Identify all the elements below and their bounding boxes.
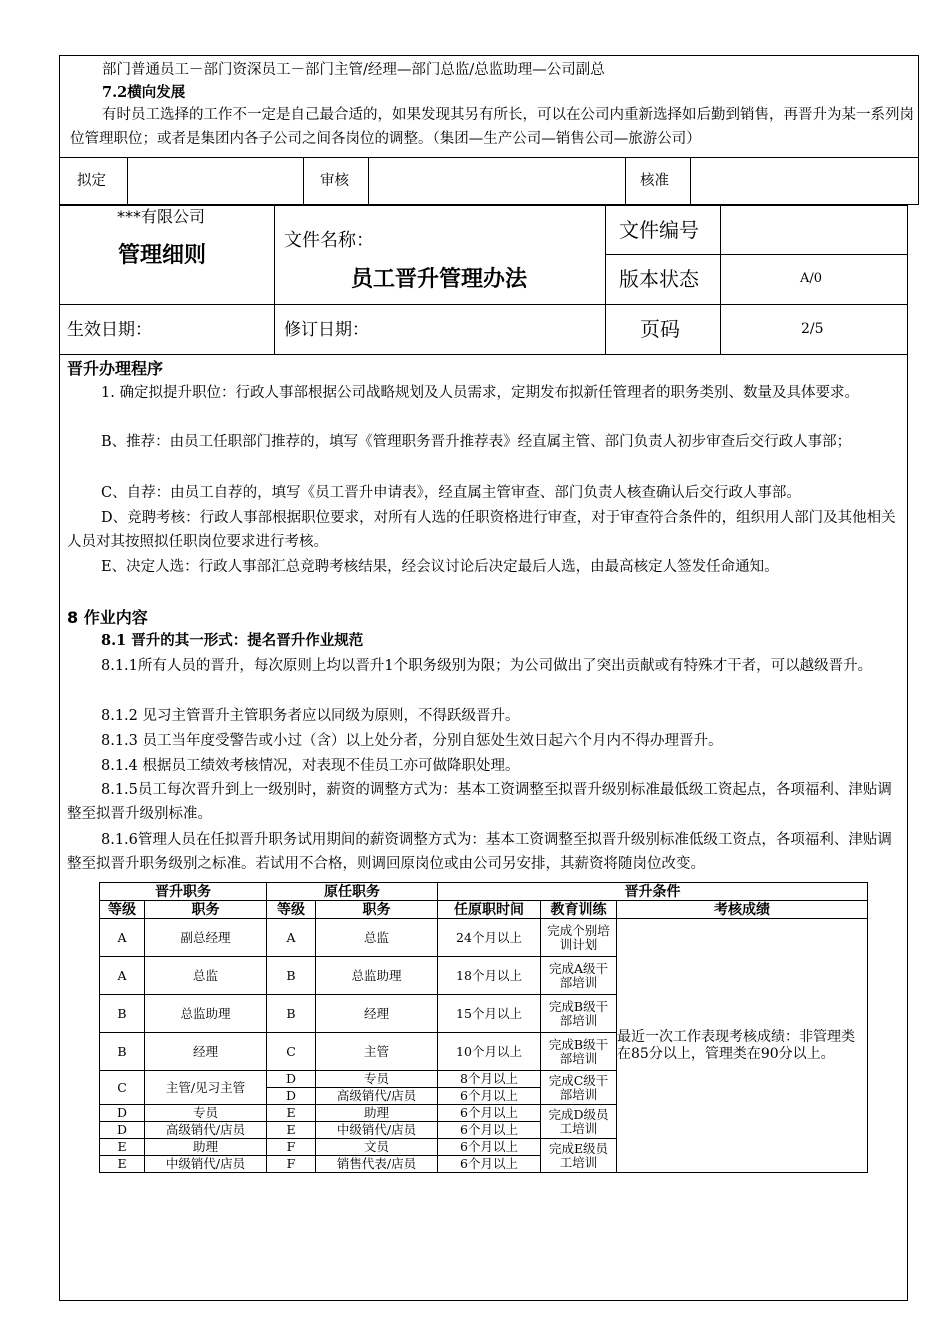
section-8-item: 8.1.6管理人员在任拟晋升职务试用期间的薪资调整方式为：基本工资调整至拟晋升级别标准低级工资点，各项福利、津贴调整至拟晋升职务级别之标准。若试用不合格，则调回原岗位或由公司另安排，其薪资将随岗位改变。: [67, 832, 892, 872]
new-post: 总监助理: [145, 995, 267, 1033]
training: 完成B级干部培训: [541, 1033, 617, 1071]
section-8-item: 8.1.2 见习主管晋升主管职务者应以同级为原则，不得跃级晋升。: [101, 708, 520, 724]
new-post: 副总经理: [145, 919, 267, 957]
new-grade: D: [100, 1122, 145, 1139]
new-post: 总监: [145, 957, 267, 995]
column-header: 教育训练: [541, 901, 617, 919]
column-header: 任原职时间: [438, 901, 541, 919]
draft-label: 拟定: [77, 173, 106, 189]
tenure: 6个月以上: [438, 1122, 541, 1139]
tenure: 24个月以上: [438, 919, 541, 957]
page-label: 页码: [640, 317, 680, 341]
old-grade: E: [267, 1122, 316, 1139]
procedure-item: 1. 确定拟提升职位：行政人事部根据公司战略规划及人员需求，定期发布拟新任管理者的职务类别、数量及具体要求。: [101, 385, 859, 401]
group-header: 原任职务: [267, 883, 438, 901]
old-grade: D: [267, 1088, 316, 1105]
company-name: ***有限公司: [117, 207, 206, 226]
procedure-item: D、竞聘考核：行政人事部根据职位要求，对所有人选的任职资格进行审查，对于审查符合条件的，组织用人部门及其他相关人员对其按照拟任职岗位要求进行考核。: [67, 510, 896, 550]
procedure-item: B、推荐：由员工任职部门推荐的，填写《管理职务晋升推荐表》经直属主管、部门负责人初步审查后交行政人事部；: [101, 434, 852, 450]
section-8-item: 8.1.4 根据员工绩效考核情况，对表现不佳员工亦可做降职处理。: [101, 758, 520, 774]
new-post: 中级销代/店员: [145, 1156, 267, 1173]
section-8-item: 8.1.5员工每次晋升到上一级别时，薪资的调整方式为：基本工资调整至拟晋升级别标准最低级工资起点，各项福利、津贴调整至拟晋升级别标准。: [67, 782, 892, 822]
group-header: 晋升条件: [438, 883, 868, 901]
old-post: 总监: [316, 919, 438, 957]
old-post: 销售代表/店员: [316, 1156, 438, 1173]
column-header: 等级: [267, 901, 316, 919]
table-row: [100, 919, 868, 957]
promotion-table: [99, 882, 868, 1173]
old-grade: F: [267, 1139, 316, 1156]
old-post: 经理: [316, 995, 438, 1033]
tenure: 6个月以上: [438, 1139, 541, 1156]
procedure-title: 晋升办理程序: [67, 359, 164, 378]
tenure: 6个月以上: [438, 1156, 541, 1173]
new-grade: C: [100, 1071, 145, 1105]
tenure: 15个月以上: [438, 995, 541, 1033]
heading-7-2: 7.2横向发展: [102, 84, 186, 101]
old-post: 助理: [316, 1105, 438, 1122]
column-header: 等级: [100, 901, 145, 919]
assessment: 最近一次工作表现考核成绩：非管理类在85分以上，管理类在90分以上。: [617, 919, 868, 1173]
tenure: 6个月以上: [438, 1105, 541, 1122]
tenure: 18个月以上: [438, 957, 541, 995]
old-grade: C: [267, 1033, 316, 1071]
new-grade: E: [100, 1156, 145, 1173]
old-grade: F: [267, 1156, 316, 1173]
file-no-label: 文件编号: [619, 218, 699, 242]
doc-type: 管理细则: [118, 242, 207, 268]
procedure-item: E、决定人选：行政人事部汇总竞聘考核结果，经会议讨论后决定最后人选，由最高核定人签发任命通知。: [101, 559, 779, 575]
new-grade: A: [100, 919, 145, 957]
training: 完成个别培训计划: [541, 919, 617, 957]
review-label: 审核: [320, 173, 349, 189]
column-header-row: [100, 901, 868, 919]
version-label: 版本状态: [619, 267, 699, 291]
approve-label: 核准: [640, 173, 669, 189]
new-post: 经理: [145, 1033, 267, 1071]
file-name-label: 文件名称：: [284, 230, 374, 251]
new-grade: B: [100, 1033, 145, 1071]
file-name: 员工晋升管理办法: [351, 266, 528, 292]
new-post: 助理: [145, 1139, 267, 1156]
column-header: 考核成绩: [617, 901, 868, 919]
new-post: 高级销代/店员: [145, 1122, 267, 1139]
training: 完成C级干部培训: [541, 1071, 617, 1105]
group-header: 晋升职务: [100, 883, 267, 901]
new-post: 主管/见习主管: [145, 1071, 267, 1105]
tenure: 8个月以上: [438, 1071, 541, 1088]
training: 完成B级干部培训: [541, 995, 617, 1033]
new-grade: B: [100, 995, 145, 1033]
sign-row-top-line: [59, 157, 919, 158]
tenure: 6个月以上: [438, 1088, 541, 1105]
section-8-title: 8 作业内容: [67, 608, 148, 627]
new-post: 专员: [145, 1105, 267, 1122]
old-post: 主管: [316, 1033, 438, 1071]
procedure-item: C、自荐：由员工自荐的，填写《员工晋升申请表》，经直属主管审查、部门负责人核查确认后交行政人事部。: [101, 485, 801, 501]
old-grade: E: [267, 1105, 316, 1122]
version-value: A/0: [800, 271, 823, 286]
tenure: 10个月以上: [438, 1033, 541, 1071]
old-post: 专员: [316, 1071, 438, 1088]
old-grade: B: [267, 957, 316, 995]
old-post: 中级销代/店员: [316, 1122, 438, 1139]
old-grade: D: [267, 1071, 316, 1088]
new-grade: A: [100, 957, 145, 995]
old-post: 文员: [316, 1139, 438, 1156]
revised-date-label: 修订日期：: [284, 320, 369, 340]
column-header: 职务: [316, 901, 438, 919]
group-header-row: [100, 883, 868, 901]
training: 完成E级员工培训: [541, 1139, 617, 1173]
section-8-item: 8.1.3 员工当年度受警告或小过（含）以上处分者，分别自惩处生效日起六个月内不得办理晋升。: [101, 733, 723, 749]
old-grade: A: [267, 919, 316, 957]
training: 完成D级员工培训: [541, 1105, 617, 1139]
old-post: 总监助理: [316, 957, 438, 995]
new-grade: E: [100, 1139, 145, 1156]
section-8-item: 8.1.1所有人员的晋升，每次原则上均以晋升1个职务级别为限；为公司做出了突出贡献或有特殊才干者，可以越级晋升。: [101, 658, 873, 674]
column-header: 职务: [145, 901, 267, 919]
new-grade: D: [100, 1105, 145, 1122]
para-7-2: 有时员工选择的工作不一定是自己最合适的，如果发现其另有所长，可以在公司内重新选择如后勤到销售，再晋升为某一系列岗位管理职位；或者是集团内各子公司之间各岗位的调整。（集团—生产公司—销售公司—旅游公司）: [70, 107, 914, 147]
section-8-1-title: 8.1 晋升的其一形式：提名晋升作业规范: [101, 632, 364, 649]
old-grade: B: [267, 995, 316, 1033]
effective-date-label: 生效日期：: [67, 320, 152, 340]
career-path-line: 部门普通员工－部门资深员工－部门主管/经理—部门总监/总监助理—公司副总: [102, 62, 605, 78]
training: 完成A级干部培训: [541, 957, 617, 995]
page-value: 2/5: [801, 321, 824, 337]
old-post: 高级销代/店员: [316, 1088, 438, 1105]
